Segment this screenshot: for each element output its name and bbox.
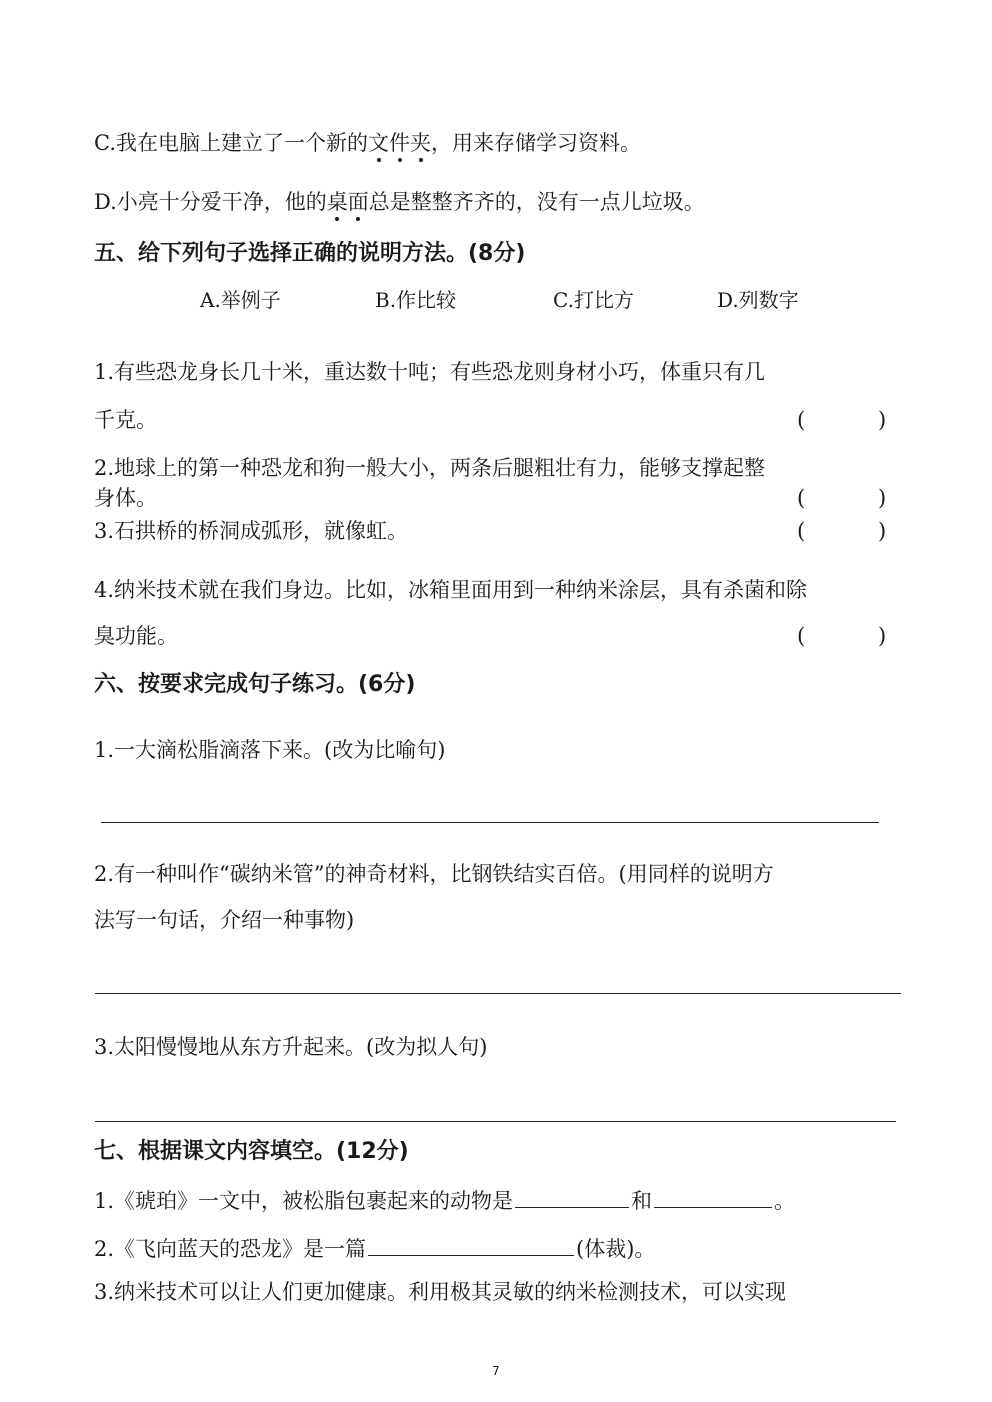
option-c-text: ，用来存储学习资料。 [431, 131, 641, 155]
emphasis-char: 夹 [410, 131, 431, 155]
emphasis-char: 桌 [326, 190, 348, 214]
s5-question-2-line-2: 身体。 [94, 486, 157, 510]
answer-paren-close: ) [878, 408, 887, 432]
section-6-heading: 六、按要求完成句子练习。(6分) [94, 672, 416, 697]
emphasis-char: 面 [347, 190, 369, 214]
s6-question-3: 3.太阳慢慢地从东方升起来。(改为拟人句) [94, 1035, 488, 1059]
section-7-heading: 七、根据课文内容填空。(12分) [94, 1139, 409, 1164]
method-option-a: A.举例子 [200, 288, 281, 312]
answer-paren-open: ( [797, 519, 806, 543]
s7-question-1-text: 1.《琥珀》一文中，被松脂包裹起来的动物是 [94, 1189, 514, 1213]
answer-line[interactable] [95, 993, 901, 994]
s5-question-4-line-1: 4.纳米技术就在我们身边。比如，冰箱里面用到一种纳米涂层，具有杀菌和除 [94, 578, 808, 602]
method-option-c: C.打比方 [553, 288, 634, 312]
page-number: 7 [492, 1364, 500, 1378]
answer-paren-open: ( [797, 408, 806, 432]
s5-question-4-line-2: 臭功能。 [94, 624, 178, 648]
section-5-heading: 五、给下列句子选择正确的说明方法。(8分) [94, 241, 526, 266]
s7-question-2 [94, 1237, 655, 1260]
option-c-text: C.我在电脑上建立了一个新的 [94, 131, 368, 155]
fill-blank[interactable] [654, 1189, 772, 1208]
option-c-line [94, 133, 641, 154]
method-option-b: B.作比较 [375, 288, 457, 312]
option-d-text: 总是整整齐齐的，没有一点儿垃圾。 [368, 190, 705, 214]
answer-paren-close: ) [878, 624, 887, 648]
s7-question-2-text: 2.《飞向蓝天的恐龙》是一篇 [94, 1237, 367, 1261]
s7-question-1-text: 和 [631, 1189, 653, 1213]
emphasis-char: 件 [389, 131, 410, 155]
s7-question-2-text: (体裁)。 [576, 1237, 656, 1261]
s7-question-1 [94, 1189, 795, 1212]
s7-question-3: 3.纳米技术可以让人们更加健康。利用极其灵敏的纳米检测技术，可以实现 [94, 1280, 787, 1304]
s5-question-1-line-1: 1.有些恐龙身长几十米，重达数十吨；有些恐龙则身材小巧，体重只有几 [94, 360, 766, 384]
s6-question-2-line-1: 2.有一种叫作“碳纳米管”的神奇材料，比钢铁结实百倍。(用同样的说明方 [94, 862, 774, 886]
s5-question-3: 3.石拱桥的桥洞成弧形，就像虹。 [94, 519, 409, 543]
fill-blank[interactable] [368, 1237, 574, 1256]
answer-paren-open: ( [797, 486, 806, 510]
s6-question-2-line-2: 法写一句话，介绍一种事物) [94, 908, 355, 932]
answer-paren-open: ( [797, 624, 806, 648]
option-d-text: D.小亮十分爱干净，他的 [94, 190, 327, 214]
answer-paren-close: ) [878, 486, 887, 510]
answer-line[interactable] [101, 822, 879, 823]
fill-blank[interactable] [515, 1189, 629, 1208]
answer-line[interactable] [95, 1121, 896, 1122]
s7-question-1-text: 。 [774, 1189, 796, 1213]
emphasis-char: 文 [368, 131, 389, 155]
option-d-line [94, 192, 705, 213]
s5-question-1-line-2: 千克。 [94, 408, 157, 432]
answer-paren-close: ) [878, 519, 887, 543]
s5-question-2-line-1: 2.地球上的第一种恐龙和狗一般大小，两条后腿粗壮有力，能够支撑起整 [94, 456, 766, 480]
s6-question-1: 1.一大滴松脂滴落下来。(改为比喻句) [94, 738, 446, 762]
method-option-d: D.列数字 [717, 288, 799, 312]
